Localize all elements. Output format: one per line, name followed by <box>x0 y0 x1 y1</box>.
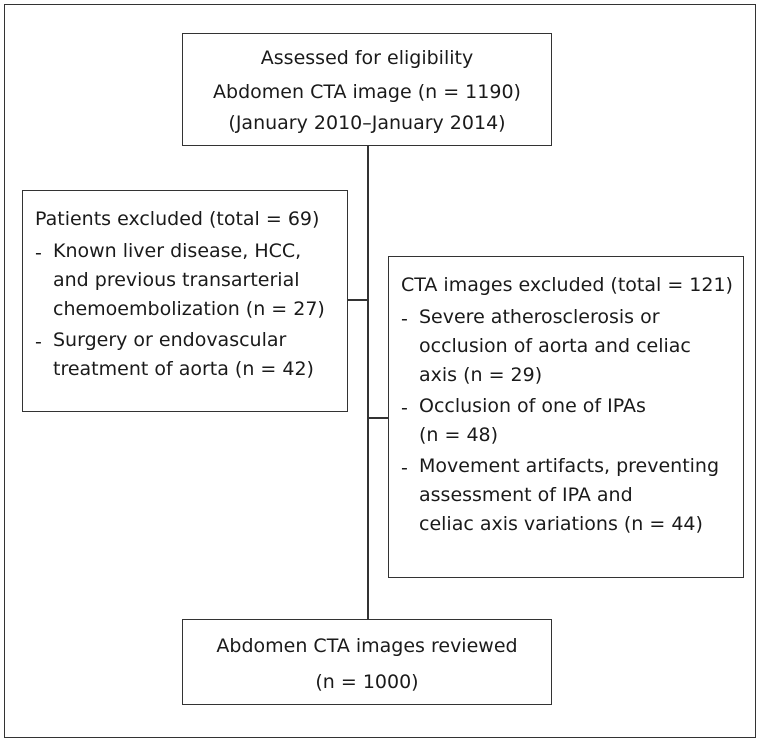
list-item <box>401 303 743 390</box>
main-flow-line <box>367 146 369 619</box>
eligibility-period: (January 2010–January 2014) <box>228 112 506 134</box>
eligibility-count: Abdomen CTA image (n = 1190) <box>213 81 521 103</box>
eligibility-box <box>182 33 552 146</box>
list-item <box>35 326 347 384</box>
exclusion-reason: Surgery or endovascular treatment of aorta (n = 42) <box>53 329 314 380</box>
connector-right-exclusion <box>368 417 388 419</box>
bullet-dash: - <box>35 242 42 264</box>
bullet-dash: - <box>35 331 42 353</box>
list-item <box>401 452 743 539</box>
exclusion-reason: Occlusion of one of IPAs (n = 48) <box>419 395 646 446</box>
exclusion-reason: Movement artifacts, preventing assessment of IPA and celiac axis variations (n = 44) <box>419 455 720 535</box>
patients-excluded-heading: Patients excluded (total = 69) <box>35 208 320 230</box>
cta-images-excluded-box <box>388 256 744 578</box>
exclusion-reason: Known liver disease, HCC, and previous transarterial chemoembolization (n = 27) <box>53 240 325 320</box>
exclusion-reason: Severe atherosclerosis or occlusion of aorta and celiac axis (n = 29) <box>419 306 691 386</box>
reviewed-count: (n = 1000) <box>315 671 419 693</box>
patients-excluded-box <box>22 190 348 412</box>
bullet-dash: - <box>401 457 408 479</box>
connector-left-exclusion <box>348 299 368 301</box>
cta-excluded-heading: CTA images excluded (total = 121) <box>401 274 733 296</box>
bullet-dash: - <box>401 397 408 419</box>
list-item <box>401 392 743 450</box>
list-item <box>35 237 347 324</box>
bullet-dash: - <box>401 308 408 330</box>
reviewed-box <box>182 619 552 705</box>
eligibility-title: Assessed for eligibility <box>260 47 474 69</box>
reviewed-title: Abdomen CTA images reviewed <box>216 635 518 657</box>
